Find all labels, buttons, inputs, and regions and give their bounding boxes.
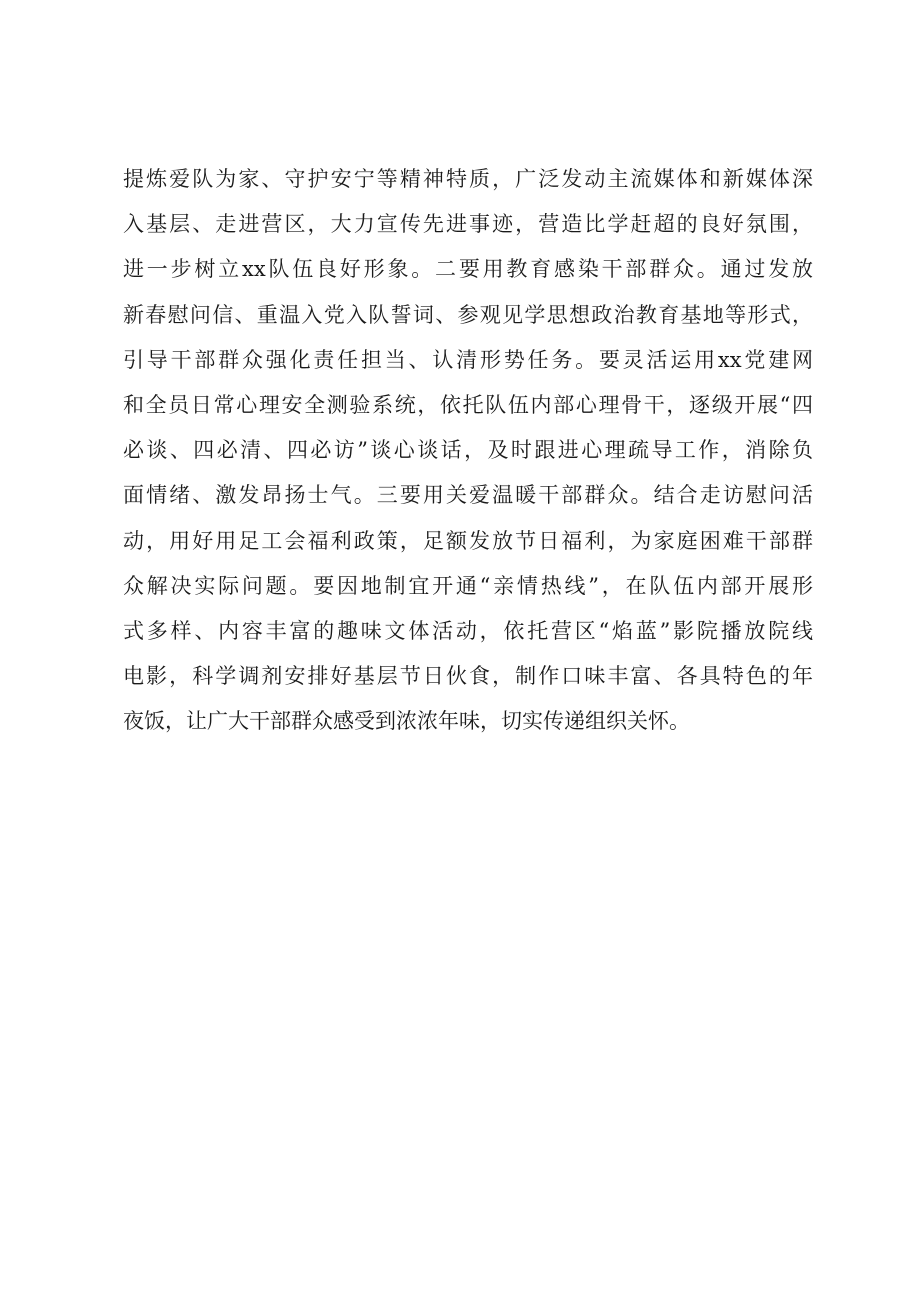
text-line-7: 必谈、四必清、四必访”谈心谈话，及时跟进心理疏导工作，消除负 bbox=[123, 438, 813, 463]
text-line-6: 和全员日常心理安全测验系统，依托队伍内部心理骨干，逐级开展“四 bbox=[123, 392, 813, 417]
text-line-1: 提炼爱队为家、守护安宁等精神特质，广泛发动主流媒体和新媒体深 bbox=[123, 167, 813, 191]
text-line-9: 动，用好用足工会福利政策，足额发放节日福利，为家庭困难干部群 bbox=[123, 528, 813, 553]
text-line-3: 进一步树立xx队伍良好形象。二要用教育感染干部群众。通过发放 bbox=[123, 257, 813, 282]
text-line-4: 新春慰问信、重温入党入队誓词、参观见学思想政治教育基地等形式， bbox=[123, 302, 813, 327]
text-line-11: 式多样、内容丰富的趣味文体活动，依托营区“焰蓝”影院播放院线 bbox=[123, 618, 813, 643]
text-line-13: 夜饭，让广大干部群众感受到浓浓年味，切实传递组织关怀。 bbox=[123, 709, 690, 734]
body-paragraph bbox=[123, 157, 813, 744]
text-line-5: 引导干部群众强化责任担当、认清形势任务。要灵活运用xx党建网 bbox=[123, 347, 813, 372]
text-line-2: 入基层、走进营区，大力宣传先进事迹，营造比学赶超的良好氛围， bbox=[123, 212, 813, 237]
text-line-12: 电影，科学调剂安排好基层节日伙食，制作口味丰富、各具特色的年 bbox=[123, 664, 813, 689]
text-line-10: 众解决实际问题。要因地制宜开通“亲情热线”，在队伍内部开展形 bbox=[123, 573, 813, 598]
text-line-8: 面情绪、激发昂扬士气。三要用关爱温暖干部群众。结合走访慰问活 bbox=[123, 483, 813, 508]
